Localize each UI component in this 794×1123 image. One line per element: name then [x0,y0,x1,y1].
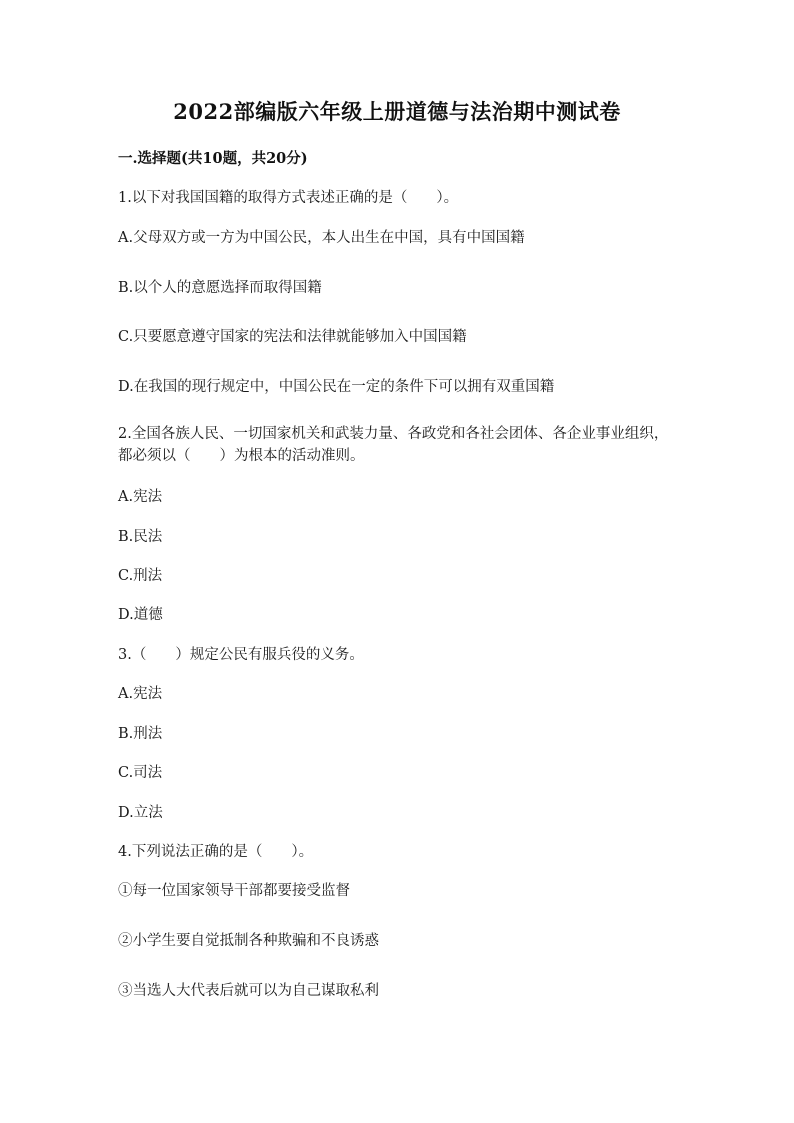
answer-option: A.宪法 [118,489,163,505]
page-title: 2022部编版六年级上册道德与法治期中测试卷 [173,99,621,124]
question-stem: 1.以下对我国国籍的取得方式表述正确的是（ ）。 [118,190,459,206]
answer-option: D.立法 [118,805,163,821]
question-stem: 2.全国各族人民、一切国家机关和武装力量、各政党和各社会团体、各企业事业组织，都必须以（ ）为根本的活动准则。 [118,426,669,464]
question-stem: 4.下列说法正确的是（ ）。 [118,844,314,860]
statement-item: ③当选人大代表后就可以为自己谋取私利 [118,983,379,999]
answer-option: A.父母双方或一方为中国公民，本人出生在中国，具有中国国籍 [118,230,525,246]
answer-option: A.宪法 [118,686,163,702]
question-stem: 3.（ ）规定公民有服兵役的义务。 [118,647,364,663]
answer-option: C.只要愿意遵守国家的宪法和法律就能够加入中国国籍 [118,329,467,345]
answer-option: B.刑法 [118,726,163,742]
answer-option: C.司法 [118,765,163,781]
answer-option: C.刑法 [118,568,163,584]
answer-option: D.道德 [118,607,163,623]
answer-option: B.以个人的意愿选择而取得国籍 [118,280,322,296]
answer-option: B.民法 [118,529,163,545]
statement-item: ①每一位国家领导干部都要接受监督 [118,883,350,899]
statement-item: ②小学生要自觉抵制各种欺骗和不良诱惑 [118,933,379,949]
answer-option: D.在我国的现行规定中，中国公民在一定的条件下可以拥有双重国籍 [118,379,555,395]
section-heading: 一.选择题(共10题，共20分) [118,150,308,167]
